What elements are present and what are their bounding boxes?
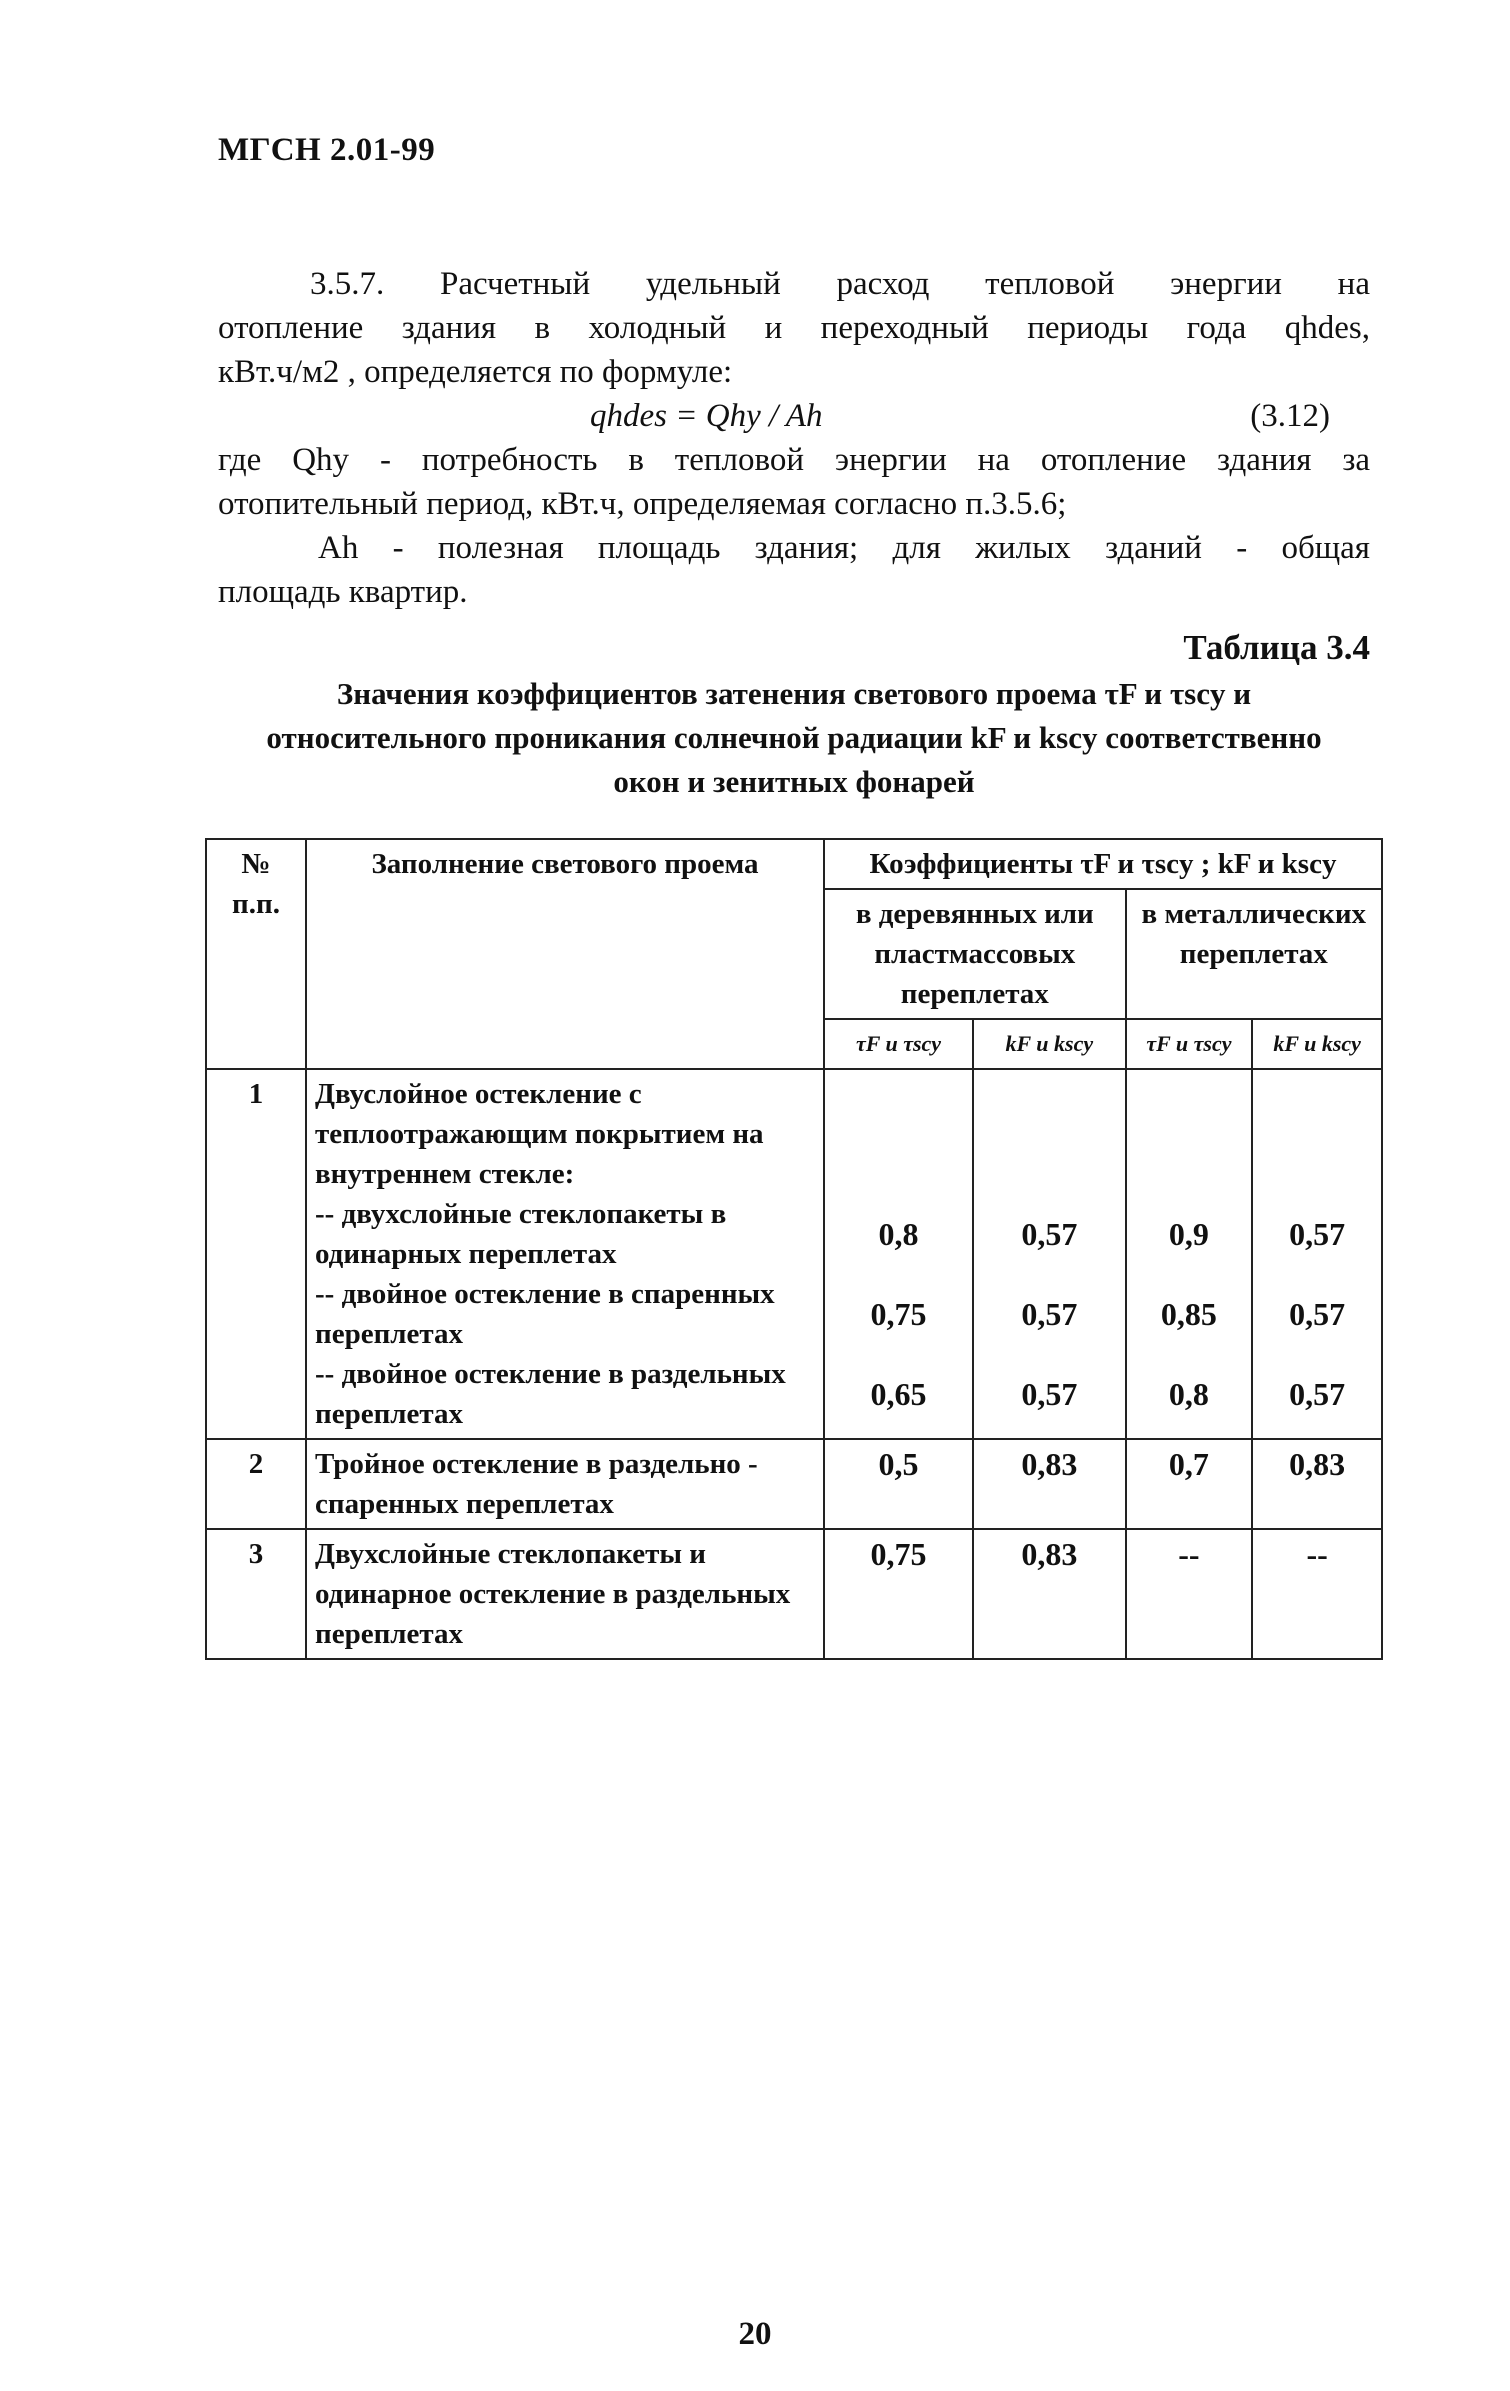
row-number: 3 (206, 1529, 306, 1659)
row-number: 1 (206, 1069, 306, 1439)
caption-line: Значения коэффициентов затенения светового проема τF и τscy и (336, 676, 1252, 711)
row-fill-item: -- двойное остекление в раздельных переплетах (315, 1358, 786, 1430)
table-row (206, 1529, 1382, 1659)
paragraph-line: 3.5.7. Расчетный удельный расход тепловой энергии на (310, 266, 1370, 302)
header-fill: Заполнение светового проема (306, 839, 824, 1069)
caption-line: относительного проникания солнечной радиации kF и kscy соответственно (266, 720, 1322, 755)
cell-value: 0,57 (1021, 1376, 1078, 1412)
cell-value: -- (1252, 1529, 1382, 1659)
row-fill: Тройное остекление в раздельно - спаренных переплетах (306, 1439, 824, 1529)
row-fill (306, 1069, 824, 1439)
cell-value: 0,57 (1289, 1376, 1346, 1412)
table-row (206, 1439, 1382, 1529)
row-fill-item: -- двухслойные стеклопакеты в одинарных переплетах (315, 1198, 727, 1270)
cell-value: -- (1126, 1529, 1253, 1659)
row-number: 2 (206, 1439, 306, 1529)
cell-value: 0,65 (870, 1376, 927, 1412)
cell-value: 0,5 (824, 1439, 973, 1529)
caption-line: окон и зенитных фонарей (613, 764, 975, 799)
formula: qhdes = Qhy / Ah (590, 398, 823, 434)
cell-value: 0,7 (1126, 1439, 1253, 1529)
coefficients-table (205, 838, 1383, 1660)
page-number: 20 (738, 2316, 772, 2352)
header-number: № п.п. (206, 839, 306, 1069)
cell-value: 0,85 (1160, 1296, 1217, 1332)
cell-value: 0,75 (824, 1529, 973, 1659)
subheader-k: kF и kscy (1252, 1019, 1382, 1069)
cell-value: 0,57 (1021, 1296, 1078, 1332)
formula-row (218, 394, 1370, 438)
cell-value: 0,57 (1289, 1296, 1346, 1332)
cell-value: 0,83 (1252, 1439, 1382, 1529)
table-row (206, 1069, 1382, 1439)
cell-value: 0,83 (973, 1439, 1126, 1529)
paragraph-line: где Qhy - потребность в тепловой энергии на отопление здания за (218, 442, 1370, 478)
subheader-k: kF и kscy (973, 1019, 1126, 1069)
table-header-row (206, 839, 1382, 889)
subheader-tau: τF и τscy (1126, 1019, 1253, 1069)
header-coefficients: Коэффициенты τF и τscy ; kF и kscy (824, 839, 1382, 889)
paragraph-line: кВт.ч/м2 , определяется по формуле: (218, 354, 733, 390)
row-value-cell (1126, 1069, 1253, 1439)
header-wood: в деревянных или пластмассовых переплетах (824, 889, 1126, 1019)
cell-value: 0,57 (1021, 1216, 1078, 1252)
paragraph-line: площадь квартир. (218, 574, 468, 610)
cell-value: 0,75 (870, 1296, 927, 1332)
paragraph-line: Ah - полезная площадь здания; для жилых зданий - общая (318, 530, 1370, 566)
section-paragraph (218, 262, 1370, 614)
row-value-cell (973, 1069, 1126, 1439)
cell-value: 0,83 (973, 1529, 1126, 1659)
table-caption (218, 672, 1370, 804)
document-code: МГСН 2.01-99 (218, 132, 436, 168)
header-metal: в металлических переплетах (1126, 889, 1382, 1019)
paragraph-line: отопительный период, кВт.ч, определяемая согласно п.3.5.6; (218, 486, 1067, 522)
cell-value: 0,8 (878, 1216, 919, 1252)
subheader-tau: τF и τscy (824, 1019, 973, 1069)
row-fill-title: Двуслойное остекление с теплоотражающим покрытием на внутреннем стекле: (315, 1078, 764, 1190)
formula-number: (3.12) (1250, 398, 1330, 434)
row-value-cell (824, 1069, 973, 1439)
row-value-cell (1252, 1069, 1382, 1439)
paragraph-line: отопление здания в холодный и переходный периоды года qhdes, (218, 310, 1370, 346)
cell-value: 0,9 (1168, 1216, 1209, 1252)
row-fill: Двухслойные стеклопакеты и одинарное остекление в раздельных переплетах (306, 1529, 824, 1659)
cell-value: 0,57 (1289, 1216, 1346, 1252)
row-fill-item: -- двойное остекление в спаренных переплетах (315, 1278, 775, 1350)
table-label: Таблица 3.4 (1183, 628, 1370, 667)
cell-value: 0,8 (1168, 1376, 1209, 1412)
